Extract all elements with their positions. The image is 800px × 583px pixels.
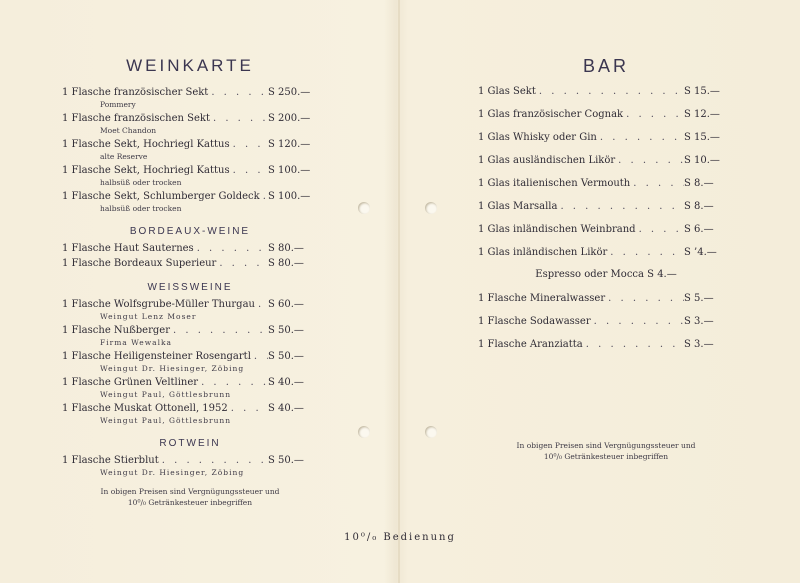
menu-item <box>62 86 318 110</box>
menu-item <box>62 298 318 322</box>
item-price: S 3.— <box>684 339 714 350</box>
item-name: 1 Glas französischer Cognak <box>478 109 624 120</box>
wine-list <box>62 56 318 480</box>
item-price: S 200.— <box>268 113 311 124</box>
item-name: 1 Flasche Haut Sauternes <box>62 243 194 254</box>
sparkling-list <box>62 86 318 214</box>
menu-item <box>62 376 318 400</box>
item-name: 1 Flasche Sekt, Schlumberger Goldeck <box>62 191 260 202</box>
center-fold <box>398 0 400 583</box>
menu-item <box>62 454 318 478</box>
item-producer: Weingut Paul, Göttlesbrunn <box>100 390 232 399</box>
item-price: S 10.— <box>684 155 720 166</box>
menu-item <box>478 85 734 98</box>
item-price: S 15.— <box>684 86 720 97</box>
item-name: 1 Flasche Aranziatta <box>478 339 583 350</box>
item-price: S 50.— <box>268 325 304 336</box>
item-name: 1 Flasche Stierblut <box>62 455 159 466</box>
item-price: S 40.— <box>268 377 304 388</box>
item-price: S ’4.— <box>684 247 717 258</box>
item-name: 1 Flasche Mineralwasser <box>478 293 606 304</box>
tax-note-line: In obigen Preisen sind Vergnügungssteuer und <box>516 441 696 450</box>
item-name: 1 Flasche Grünen Veltliner <box>62 377 199 388</box>
item-price: S 100.— <box>268 165 311 176</box>
item-price: S 80.— <box>268 243 304 254</box>
item-price: S 250.— <box>268 87 311 98</box>
punch-hole <box>358 426 370 438</box>
item-price: S 12.— <box>684 109 720 120</box>
menu-item <box>478 292 734 305</box>
item-name: 1 Glas italienischen Vermouth <box>478 178 631 189</box>
section-heading-red-wine: ROTWEIN <box>159 438 221 449</box>
item-name: 1 Glas ausländischen Likör <box>478 155 616 166</box>
bar-list-title: BAR <box>582 56 629 76</box>
punch-hole <box>358 202 370 214</box>
item-name: 1 Glas Sekt <box>478 86 536 97</box>
punch-hole <box>425 202 437 214</box>
item-producer: Weingut Dr. Hiesinger, Zöbing <box>100 364 245 373</box>
item-producer: Pommery <box>100 100 136 109</box>
menu-item <box>62 402 318 426</box>
menu-item <box>478 200 734 213</box>
menu-item <box>478 223 734 236</box>
section-heading-white-wines: WEISSWEINE <box>147 282 233 293</box>
item-name: 1 Flasche Bordeaux Superieur <box>62 258 217 269</box>
item-name: 1 Glas inländischen Likör <box>478 247 608 258</box>
menu-item <box>478 108 734 121</box>
item-price: S 60.— <box>268 299 304 310</box>
tax-note-line: 10⁰/₀ Getränkesteuer inbegriffen <box>127 498 253 507</box>
item-name: 1 Flasche französischen Sekt <box>62 113 210 124</box>
menu-item <box>478 315 734 328</box>
menu-item <box>62 350 318 374</box>
tax-note-left <box>62 486 318 508</box>
bar-list <box>478 56 734 361</box>
menu-item <box>478 246 734 259</box>
menu-item <box>62 242 318 255</box>
item-name: 1 Glas inländischen Weinbrand <box>478 224 636 235</box>
item-price: S 8.— <box>684 178 714 189</box>
menu-item <box>62 324 318 348</box>
item-name: 1 Glas Whisky oder Gin <box>478 132 597 143</box>
item-name: 1 Flasche Sodawasser <box>478 316 591 327</box>
tax-note-right <box>478 440 734 462</box>
item-price: S 6.— <box>684 224 714 235</box>
item-price: S 50.— <box>268 455 304 466</box>
item-producer: Weingut Dr. Hiesinger, Zöbing <box>100 468 245 477</box>
menu-item <box>62 257 318 270</box>
menu-item <box>62 112 318 136</box>
item-price: S 3.— <box>684 316 714 327</box>
item-price: S 40.— <box>268 403 304 414</box>
menu-item <box>478 131 734 144</box>
menu-item <box>62 164 318 188</box>
menu-item <box>478 177 734 190</box>
item-producer: alte Reserve <box>100 152 148 161</box>
item-price: S 8.— <box>684 201 714 212</box>
item-producer: Weingut Lenz Moser <box>100 312 197 321</box>
item-producer: Weingut Paul, Göttlesbrunn <box>100 416 232 425</box>
item-price: S 50.— <box>268 351 304 362</box>
item-name: 1 Flasche Muskat Ottonell, 1952 <box>62 403 228 414</box>
item-price: S 80.— <box>268 258 304 269</box>
menu-item <box>478 338 734 351</box>
service-charge-footer: 10⁰/₀ Bedienung <box>344 532 456 543</box>
menu-item <box>62 190 318 214</box>
espresso-line: Espresso oder Mocca S 4.— <box>535 269 677 280</box>
item-name: 1 Glas Marsalla <box>478 201 558 212</box>
punch-hole <box>425 426 437 438</box>
item-name: 1 Flasche Heiligensteiner Rosengartl <box>62 351 251 362</box>
menu-item <box>62 138 318 162</box>
item-producer: halbsüß oder trocken <box>100 204 182 213</box>
item-price: S 100.— <box>268 191 311 202</box>
wine-list-title: WEINKARTE <box>126 56 254 75</box>
menu-item <box>478 154 734 167</box>
item-producer: Firma Wewalka <box>100 338 172 347</box>
item-name: 1 Flasche Sekt, Hochriegl Kattus <box>62 165 230 176</box>
item-price: S 120.— <box>268 139 311 150</box>
item-price: S 5.— <box>684 293 714 304</box>
section-heading-bordeaux: BORDEAUX-WEINE <box>129 226 251 237</box>
item-price: S 15.— <box>684 132 720 143</box>
tax-note-line: In obigen Preisen sind Vergnügungssteuer und <box>100 487 280 496</box>
item-name: 1 Flasche Sekt, Hochriegl Kattus <box>62 139 230 150</box>
item-name: 1 Flasche Wolfsgrube-Müller Thurgau <box>62 299 255 310</box>
item-name: 1 Flasche Nußberger <box>62 325 170 336</box>
item-name: 1 Flasche französischer Sekt <box>62 87 209 98</box>
item-producer: Moet Chandon <box>100 126 157 135</box>
tax-note-line: 10⁰/₀ Getränkesteuer inbegriffen <box>543 452 669 461</box>
item-producer: halbsüß oder trocken <box>100 178 182 187</box>
